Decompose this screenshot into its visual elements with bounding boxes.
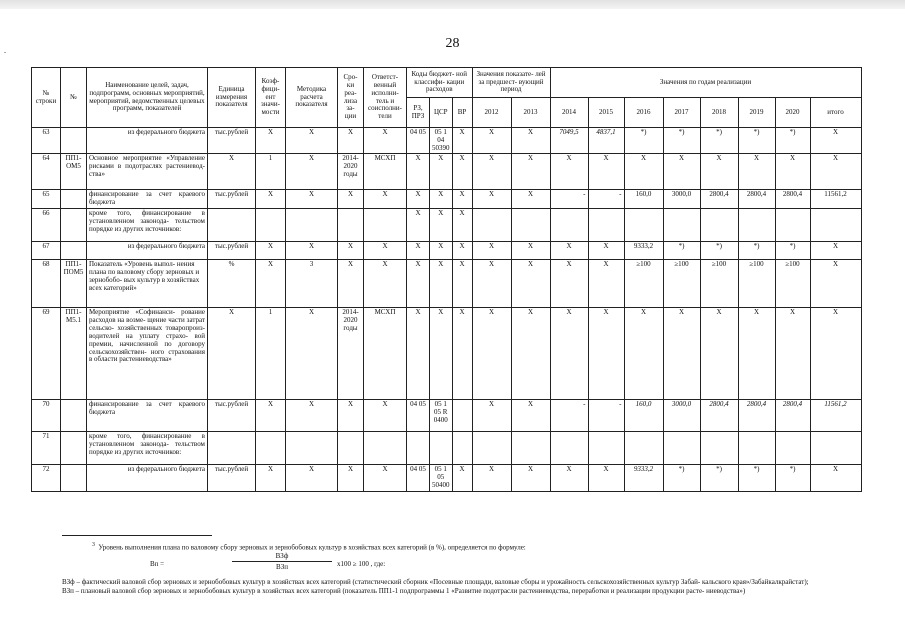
row-year-value — [663, 432, 700, 465]
row-year-value: 9333,2 — [624, 465, 663, 491]
row-coef: X — [256, 400, 286, 432]
row-unit: X — [208, 154, 256, 190]
col-rz: РЗ, ПРЗ — [407, 98, 430, 128]
row-year-value: - — [588, 190, 624, 209]
row-year-value: X — [588, 308, 624, 400]
row-total: 11561,2 — [810, 400, 861, 432]
row-year-value: 3000,0 — [663, 400, 700, 432]
col-year: 2012 — [472, 98, 511, 128]
row-year-value: ≥100 — [775, 260, 810, 308]
row-coef: X — [256, 465, 286, 491]
formula-numerator: ВЗф — [232, 552, 332, 562]
row-year-value: - — [588, 400, 624, 432]
row-exec: X — [364, 260, 407, 308]
footnote — [62, 542, 852, 596]
col-row-no: № строки — [32, 68, 61, 128]
row-year-value: *) — [738, 465, 775, 491]
row-number: 72 — [32, 465, 61, 491]
row-year-value — [775, 432, 810, 465]
row-year-value — [550, 209, 588, 242]
row-coef: X — [256, 190, 286, 209]
row-rz: 04 05 — [407, 400, 430, 432]
row-value-2013: X — [511, 154, 550, 190]
row-year-value: ≥100 — [738, 260, 775, 308]
row-value-2013: X — [511, 128, 550, 154]
row-year-value: X — [550, 154, 588, 190]
row-year-value: X — [588, 465, 624, 491]
row-value-2012: X — [472, 154, 511, 190]
row-exec: X — [364, 242, 407, 260]
row-year-value: 2800,4 — [775, 190, 810, 209]
row-name: Мероприятие «Софинанси- рование расходов на возме- щение части затрат сельско- хозяйственных товаропроиз- водителей на уплату страхо- вой премии, начисленной по договору сельскохозяйствен- ного страхования в области растениеводства» — [87, 308, 208, 400]
program-table — [31, 67, 862, 492]
row-rz: X — [407, 154, 430, 190]
row-year-value: X — [588, 154, 624, 190]
row-name: из федерального бюджета — [87, 242, 208, 260]
row-method: X — [286, 190, 338, 209]
row-value-2013: X — [511, 308, 550, 400]
row-code — [61, 190, 87, 209]
row-rz — [407, 432, 430, 465]
row-unit — [208, 432, 256, 465]
row-year-value: 160,0 — [624, 190, 663, 209]
footnote-def-actual: ВЗф – фактический валовой сбор зерновых и зернобобовых культур в хозяйствах всех категорий (статистический сборник «Посевные площади, валовые сборы и урожайность сельскохозяйственных культур Забай- кальского края»/Забайкалкрайстат); — [62, 578, 809, 587]
row-number: 68 — [32, 260, 61, 308]
row-year-value: 2800,4 — [700, 400, 738, 432]
row-vr: X — [452, 128, 472, 154]
row-year-value — [624, 432, 663, 465]
row-code — [61, 400, 87, 432]
row-year-value: *) — [775, 465, 810, 491]
col-prev-group: Значения показате- лей за предшест- вующий период — [472, 68, 550, 98]
row-year-value — [624, 209, 663, 242]
row-year-value: *) — [775, 128, 810, 154]
row-csr: X — [430, 190, 453, 209]
row-rz: X — [407, 260, 430, 308]
table-row — [32, 209, 862, 242]
row-exec: X — [364, 465, 407, 491]
row-csr: 05 1 05 R 0400 — [430, 400, 453, 432]
row-term: 2014- 2020 годы — [338, 308, 364, 400]
row-csr: X — [430, 260, 453, 308]
row-coef: X — [256, 260, 286, 308]
row-value-2012 — [472, 432, 511, 465]
col-coef: Коэф- фици- ент значи- мости — [256, 68, 286, 128]
table-header — [32, 68, 862, 128]
row-vr — [452, 400, 472, 432]
row-name: финансирование за счет краевого бюджета — [87, 190, 208, 209]
row-year-value — [588, 432, 624, 465]
row-year-value: X — [738, 308, 775, 400]
row-unit: тыс.рублей — [208, 465, 256, 491]
row-term: X — [338, 465, 364, 491]
row-code — [61, 128, 87, 154]
row-name: из федерального бюджета — [87, 128, 208, 154]
row-year-value: 7049,5 — [550, 128, 588, 154]
row-unit: X — [208, 308, 256, 400]
row-year-value: *) — [700, 128, 738, 154]
row-number: 64 — [32, 154, 61, 190]
row-value-2013: X — [511, 242, 550, 260]
row-number: 65 — [32, 190, 61, 209]
row-value-2013: X — [511, 465, 550, 491]
row-year-value: X — [775, 154, 810, 190]
row-code — [61, 242, 87, 260]
row-year-value: 2800,4 — [700, 190, 738, 209]
row-year-value: 9333,2 — [624, 242, 663, 260]
col-year: 2016 — [624, 98, 663, 128]
row-year-value: *) — [624, 128, 663, 154]
row-unit: тыс.рублей — [208, 190, 256, 209]
row-csr: 05 1 04 50390 — [430, 128, 453, 154]
row-coef — [256, 209, 286, 242]
row-term: X — [338, 242, 364, 260]
row-method: X — [286, 128, 338, 154]
row-year-value: X — [700, 308, 738, 400]
row-unit — [208, 209, 256, 242]
row-total: X — [810, 465, 861, 491]
formula-tail: x100 ≥ 100 , где: — [337, 560, 386, 569]
row-method — [286, 209, 338, 242]
margin-mark: . — [4, 46, 6, 55]
row-value-2013: X — [511, 260, 550, 308]
row-year-value: ≥100 — [700, 260, 738, 308]
col-year: 2017 — [663, 98, 700, 128]
footnote-def-plan: ВЗп – плановый валовой сбор зерновых и зернобобовых культур в хозяйствах всех категорий (показатель ПП1-1 подпрограммы 1 «Развитие подотрасли растениеводства, переработки и реализации продукции расте- ниеводства») — [62, 586, 746, 595]
row-unit: тыс.рублей — [208, 128, 256, 154]
footnote-marker: 3 — [92, 542, 95, 548]
row-exec: МСХП — [364, 154, 407, 190]
row-csr: X — [430, 154, 453, 190]
col-csr: ЦСР — [430, 98, 453, 128]
row-year-value — [700, 209, 738, 242]
row-year-value — [588, 209, 624, 242]
col-year: 2018 — [700, 98, 738, 128]
row-year-value: *) — [663, 465, 700, 491]
row-year-value: *) — [663, 128, 700, 154]
row-value-2013 — [511, 432, 550, 465]
row-name: кроме того, финансирование в установленном законода- тельством порядке из других источников: — [87, 209, 208, 242]
row-year-value — [775, 209, 810, 242]
row-code — [61, 209, 87, 242]
row-year-value: X — [738, 154, 775, 190]
row-code — [61, 465, 87, 491]
row-rz: X — [407, 190, 430, 209]
row-csr — [430, 432, 453, 465]
col-unit: Единица измерения показателя — [208, 68, 256, 128]
row-csr: X — [430, 209, 453, 242]
table-row — [32, 400, 862, 432]
row-year-value: X — [624, 154, 663, 190]
row-year-value: X — [550, 260, 588, 308]
row-value-2012 — [472, 209, 511, 242]
row-year-value: 2800,4 — [775, 400, 810, 432]
row-total: X — [810, 154, 861, 190]
page-top-edge — [0, 0, 905, 9]
row-year-value: 2800,4 — [738, 400, 775, 432]
row-method: 3 — [286, 260, 338, 308]
row-name: из федерального бюджета — [87, 465, 208, 491]
row-value-2012: X — [472, 308, 511, 400]
row-code: ПП1- ПОМ5 — [61, 260, 87, 308]
row-year-value: X — [624, 308, 663, 400]
row-term: X — [338, 128, 364, 154]
table-row — [32, 190, 862, 209]
row-total: X — [810, 260, 861, 308]
row-year-value: - — [550, 400, 588, 432]
row-code: ПП1- ОМ5 — [61, 154, 87, 190]
row-year-value — [700, 432, 738, 465]
col-code: № — [61, 68, 87, 128]
col-year: 2013 — [511, 98, 550, 128]
row-exec: X — [364, 128, 407, 154]
col-year: 2020 — [775, 98, 810, 128]
table-row — [32, 260, 862, 308]
row-csr: X — [430, 242, 453, 260]
col-total: итого — [810, 98, 861, 128]
row-rz: X — [407, 242, 430, 260]
row-vr: X — [452, 154, 472, 190]
formula-denominator: ВЗп — [276, 563, 288, 572]
row-value-2013: X — [511, 400, 550, 432]
row-term — [338, 209, 364, 242]
col-year: 2014 — [550, 98, 588, 128]
row-year-value: X — [550, 242, 588, 260]
row-exec: X — [364, 190, 407, 209]
row-unit: тыс.рублей — [208, 242, 256, 260]
col-year: 2019 — [738, 98, 775, 128]
row-year-value: X — [775, 308, 810, 400]
col-year: 2015 — [588, 98, 624, 128]
row-year-value: ≥100 — [624, 260, 663, 308]
row-exec — [364, 432, 407, 465]
row-number: 67 — [32, 242, 61, 260]
row-coef: 1 — [256, 308, 286, 400]
row-year-value: 2800,4 — [738, 190, 775, 209]
col-years-group: Значения по годам реализации — [550, 68, 861, 98]
row-exec: МСХП — [364, 308, 407, 400]
row-vr: X — [452, 190, 472, 209]
col-codes-group: Коды бюджет- ной классифи- кации расходов — [407, 68, 473, 98]
row-method — [286, 432, 338, 465]
row-total: X — [810, 308, 861, 400]
col-name: Наименование целей, задач, подпрограмм, основных мероприятий, мероприятий, ведомственных целевых программ, показателей — [87, 68, 208, 128]
row-year-value: X — [700, 154, 738, 190]
row-value-2012: X — [472, 128, 511, 154]
row-rz: X — [407, 209, 430, 242]
row-coef: X — [256, 128, 286, 154]
row-name: кроме того, финансирование в установленном законода- тельством порядке из других источников: — [87, 432, 208, 465]
row-value-2012: X — [472, 190, 511, 209]
row-year-value: X — [588, 260, 624, 308]
table-row — [32, 154, 862, 190]
row-number: 71 — [32, 432, 61, 465]
row-vr: X — [452, 209, 472, 242]
row-unit: тыс.рублей — [208, 400, 256, 432]
row-term: 2014- 2020 годы — [338, 154, 364, 190]
row-csr: 05 1 05 50400 — [430, 465, 453, 491]
table-row — [32, 128, 862, 154]
table-row — [32, 242, 862, 260]
table-row — [32, 465, 862, 491]
row-vr: X — [452, 260, 472, 308]
row-year-value: X — [663, 154, 700, 190]
row-term: X — [338, 260, 364, 308]
row-rz: 04 05 — [407, 465, 430, 491]
page-number: 28 — [445, 36, 460, 51]
row-year-value — [738, 432, 775, 465]
row-year-value: ≥100 — [663, 260, 700, 308]
row-number: 69 — [32, 308, 61, 400]
row-number: 66 — [32, 209, 61, 242]
row-year-value: *) — [700, 465, 738, 491]
row-term: X — [338, 190, 364, 209]
row-year-value: *) — [738, 128, 775, 154]
row-year-value — [663, 209, 700, 242]
row-coef — [256, 432, 286, 465]
footnote-intro: Уровень выполнения плана по валовому сбору зерновых и зернобобовых культур в хозяйствах всех категорий (в %), определяется по формуле: — [98, 543, 526, 552]
row-vr: X — [452, 242, 472, 260]
row-method: X — [286, 242, 338, 260]
row-year-value: *) — [775, 242, 810, 260]
row-year-value: *) — [663, 242, 700, 260]
row-year-value: *) — [738, 242, 775, 260]
row-year-value: 4837,1 — [588, 128, 624, 154]
row-coef: X — [256, 242, 286, 260]
row-number: 63 — [32, 128, 61, 154]
row-name: финансирование за счет краевого бюджета — [87, 400, 208, 432]
row-year-value: X — [663, 308, 700, 400]
row-coef: 1 — [256, 154, 286, 190]
row-method: X — [286, 400, 338, 432]
row-year-value: X — [588, 242, 624, 260]
row-value-2012: X — [472, 400, 511, 432]
row-total — [810, 209, 861, 242]
row-exec: X — [364, 400, 407, 432]
row-value-2012: X — [472, 260, 511, 308]
row-year-value: 160,0 — [624, 400, 663, 432]
row-total: X — [810, 128, 861, 154]
row-year-value: *) — [700, 242, 738, 260]
row-term — [338, 432, 364, 465]
row-unit: % — [208, 260, 256, 308]
row-rz: 04 05 — [407, 128, 430, 154]
row-term: X — [338, 400, 364, 432]
row-name: Основное мероприятие «Управление рисками в подотраслях растениевод- ства» — [87, 154, 208, 190]
row-total: 11561,2 — [810, 190, 861, 209]
row-value-2013: X — [511, 190, 550, 209]
row-year-value: - — [550, 190, 588, 209]
row-method: X — [286, 308, 338, 400]
row-value-2012: X — [472, 242, 511, 260]
row-vr: X — [452, 465, 472, 491]
col-vr: ВР — [452, 98, 472, 128]
row-rz: X — [407, 308, 430, 400]
table-row — [32, 308, 862, 400]
row-year-value: X — [550, 308, 588, 400]
row-year-value — [738, 209, 775, 242]
row-code: ПП1- М5.1 — [61, 308, 87, 400]
col-term: Сро- ки реа- лиза за- ции — [338, 68, 364, 128]
col-method: Методика расчета показателя — [286, 68, 338, 128]
row-total: X — [810, 242, 861, 260]
formula-lhs: Вп = — [150, 560, 165, 569]
table-body — [32, 128, 862, 492]
row-method: X — [286, 154, 338, 190]
row-number: 70 — [32, 400, 61, 432]
row-year-value — [550, 432, 588, 465]
table-row — [32, 432, 862, 465]
row-code — [61, 432, 87, 465]
row-year-value: X — [550, 465, 588, 491]
row-year-value: 3000,0 — [663, 190, 700, 209]
row-value-2012: X — [472, 465, 511, 491]
formula — [62, 552, 852, 578]
row-vr — [452, 432, 472, 465]
row-method: X — [286, 465, 338, 491]
row-total — [810, 432, 861, 465]
col-exec: Ответст- венный исполни- тель и соисполни- тели — [364, 68, 407, 128]
row-vr: X — [452, 308, 472, 400]
footnote-separator — [62, 535, 212, 536]
row-name: Показатель «Уровень выпол- нения плана по валовому сбору зерновых и зернобобо- вых культур в хозяйствах всех категорий» — [87, 260, 208, 308]
row-exec — [364, 209, 407, 242]
row-csr: X — [430, 308, 453, 400]
row-value-2013 — [511, 209, 550, 242]
